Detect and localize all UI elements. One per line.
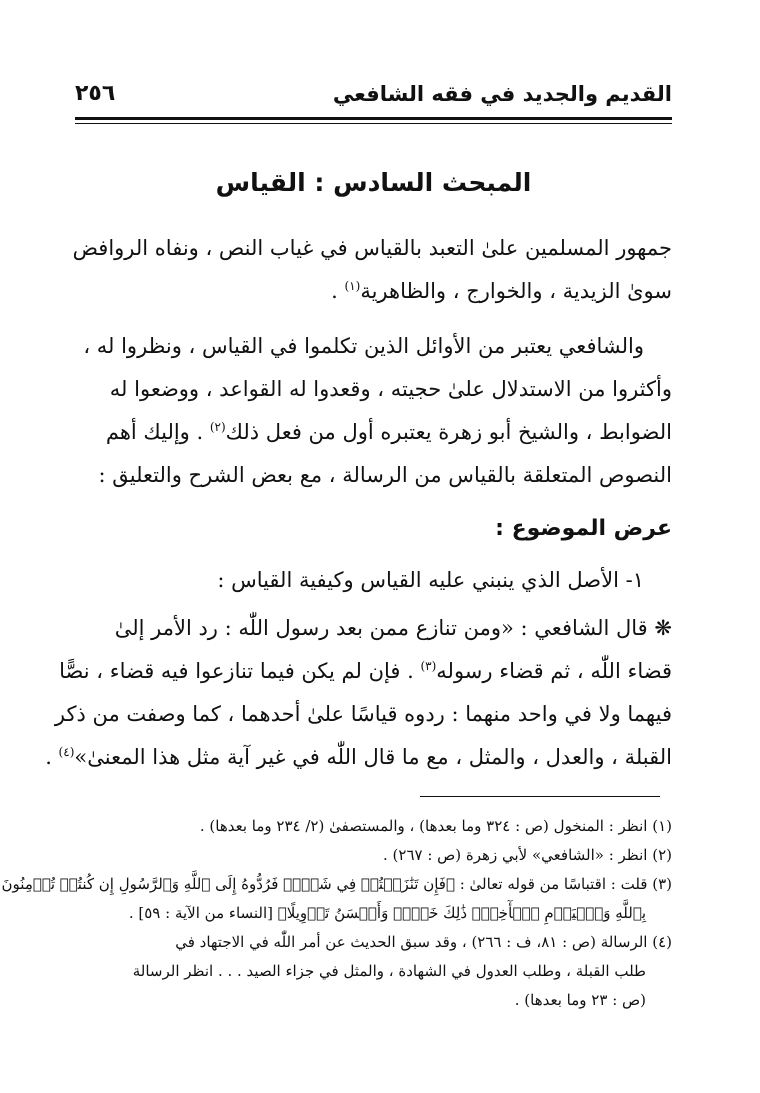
book-title: القديم والجديد في فقه الشافعي <box>332 82 672 106</box>
paragraph-line <box>54 693 672 736</box>
footnote-4-continuation: (ص : ٢٣ وما بعدها) . <box>514 991 646 1009</box>
footnote-3: (٣) قلت : اقتباسًا من قوله تعالىٰ : ﴿فَإِن تَنَٰزَعۡتُمۡ فِي شَيۡءٖ فَرُدُّوهُ إِلَى ٱللَّهِ وَٱلرَّسُولِ إِن كُنتُمۡ تُؤۡمِنُونَ <box>1 875 672 893</box>
footnote-3-continuation: بِٱللَّهِ وَٱلۡيَوۡمِ ٱلۡأٓخِرِۚ ذَٰلِكَ خَيۡرٞ وَأَحۡسَنُ تَأۡوِيلًا﴾ [النساء من الآية : ٥٩] . <box>128 904 646 922</box>
text: القبلة ، والعدل ، والمثل ، مع ما قال اللّٰه في غير آية مثل هذا المعنىٰ» <box>74 745 672 769</box>
paragraph-line <box>75 270 672 313</box>
subheading: عرض الموضوع : <box>495 516 672 541</box>
text: . وإليك أهم <box>105 420 210 444</box>
text: الضوابط ، والشيخ أبو زهرة يعتبره أول من فعل ذلك <box>225 420 672 444</box>
footnote-separator <box>420 796 660 797</box>
text: ❋ قال الشافعي : «ومن تنازع ممن بعد رسول اللّٰه : رد الأمر إلىٰ <box>114 616 672 640</box>
text: قضاء اللّٰه ، ثم قضاء رسوله <box>436 659 672 683</box>
numbered-item: ١- الأصل الذي ينبني عليه القياس وكيفية القياس : <box>217 568 644 592</box>
quote-paragraph <box>45 607 672 779</box>
footnote-4: (٤) الرسالة (ص : ٨١، ف : ٢٦٦) ، وقد سبق الحديث عن أمر اللّٰه في الاجتهاد في <box>175 933 672 951</box>
paragraph-line <box>75 454 672 497</box>
footnote-2: (٢) انظر : «الشافعي» لأبي زهرة (ص : ٢٦٧) . <box>383 846 672 864</box>
footnote-ref-3: (٣) <box>420 659 437 673</box>
text: النصوص المتعلقة بالقياس من الرسالة ، مع بعض الشرح والتعليق : <box>98 463 672 487</box>
text: . فإن لم يكن فيما تنازعوا فيه قضاء ، نصًّا <box>59 659 421 683</box>
paragraph-line <box>75 325 672 368</box>
paragraph-line <box>59 650 672 693</box>
subheading-block <box>75 507 672 550</box>
running-header <box>75 78 672 114</box>
paragraph-2 <box>75 325 672 497</box>
section-title: المبحث السادس : القياس <box>215 168 532 197</box>
text: سوىٰ الزيدية ، والخوارج ، والظاهرية <box>360 279 672 303</box>
text: والشافعي يعتبر من الأوائل الذين تكلموا في القياس ، ونظروا له ، <box>83 334 644 358</box>
footnote-4-continuation: طلب القبلة ، وطلب العدول في الشهادة ، والمثل في جزاء الصيد . . . انظر الرسالة <box>132 962 646 980</box>
paragraph-line <box>75 607 672 650</box>
text: وأكثروا من الاستدلال علىٰ حجيته ، وقعدوا له القواعد ، ووضعوا له <box>109 377 672 401</box>
item-1-block <box>75 559 672 602</box>
footnote-1: (١) انظر : المنخول (ص : ٣٢٤ وما بعدها) ، والمستصفىٰ (٢/ ٢٣٤ وما بعدها) . <box>199 817 672 835</box>
page-number: ٢٥٦ <box>75 81 116 106</box>
footnote-ref-4: (٤) <box>58 745 75 759</box>
text: فيهما ولا في واحد منهما : ردوه قياسًا علىٰ أحدهما ، كما وصفت من ذكر <box>54 702 672 726</box>
footnotes <box>1 812 672 1015</box>
header-rule-thick <box>75 117 672 120</box>
header-rule-thin <box>75 123 672 124</box>
paragraph-line <box>72 227 672 270</box>
text: . <box>331 279 345 303</box>
paragraph-line <box>75 368 672 411</box>
paragraph-line <box>45 736 672 779</box>
footnote-ref-1: (١) <box>344 279 361 293</box>
footnote-ref-2: (٢) <box>209 420 226 434</box>
text: . <box>45 745 59 769</box>
text: جمهور المسلمين علىٰ التعبد بالقياس في غياب النص ، ونفاه الروافض <box>72 236 672 260</box>
paragraph-line <box>75 411 672 454</box>
paragraph-1 <box>72 227 672 313</box>
